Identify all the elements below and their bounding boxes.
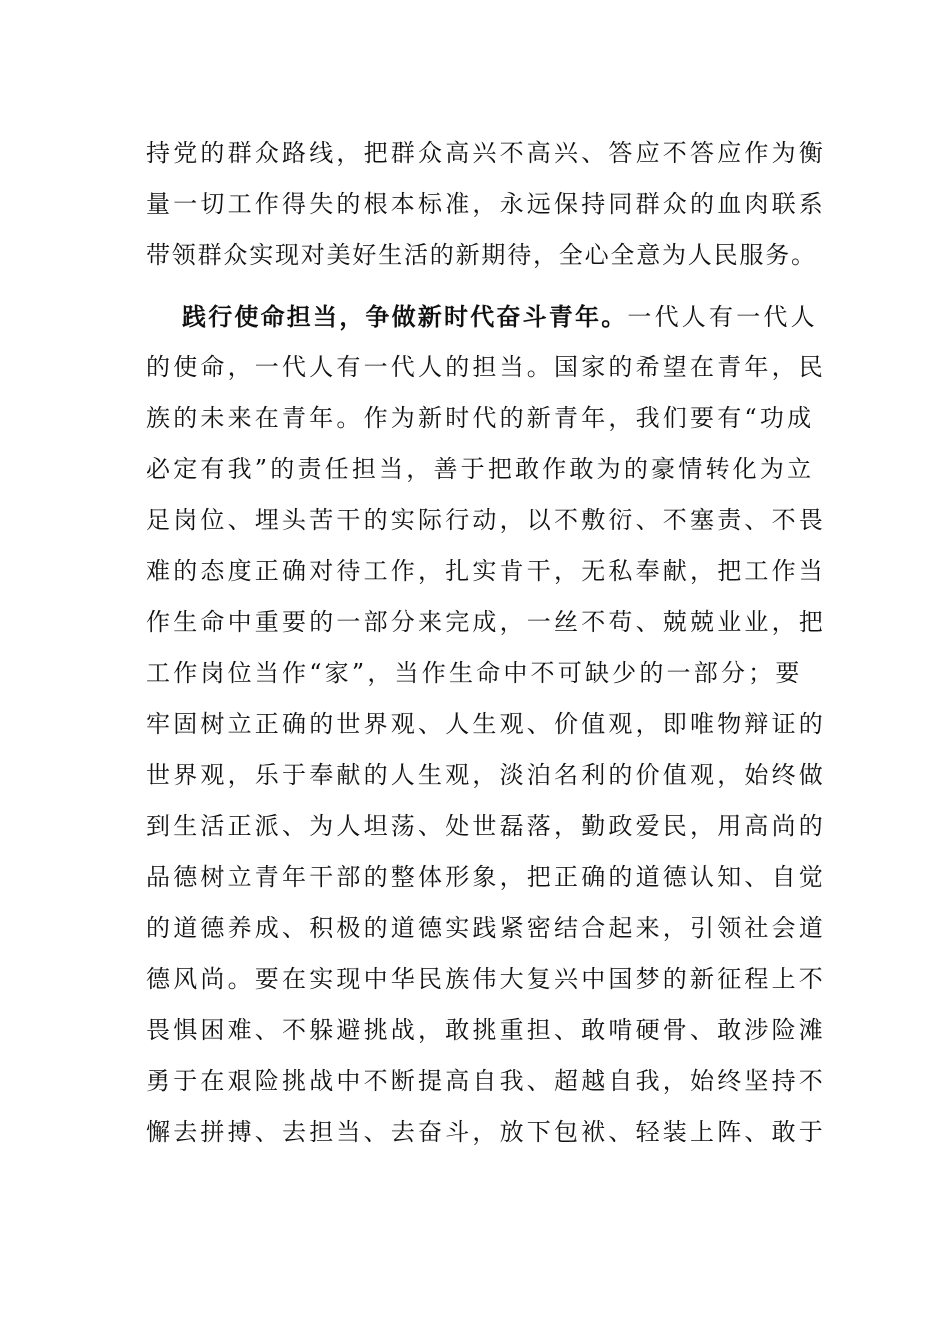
paragraph-line: 德风尚。要在实现中华民族伟大复兴中国梦的新征程上不	[146, 965, 826, 993]
paragraph-line: 必定有我”的责任担当，善于把敢作敢为的豪情转化为立	[146, 455, 815, 483]
paragraph-line: 世界观，乐于奉献的人生观，淡泊名利的价值观，始终做	[146, 761, 826, 789]
paragraph-line: 懈去拼搏、去担当、去奋斗，放下包袱、轻装上阵、敢于	[146, 1118, 826, 1146]
paragraph-line: 族的未来在青年。作为新时代的新青年，我们要有“功成	[146, 404, 815, 432]
paragraph-spacer	[146, 281, 806, 291]
paragraph-line: 品德树立青年干部的整体形象，把正确的道德认知、自觉	[146, 863, 826, 891]
paragraph-line: 牢固树立正确的世界观、人生观、价值观，即唯物辩证的	[146, 710, 826, 738]
paragraph-2	[146, 291, 826, 1158]
paragraph-line: 难的态度正确对待工作，扎实肯干，无私奉献，把工作当	[146, 557, 826, 585]
first-line-text: 一代人有一代人	[627, 303, 818, 331]
paragraph-first-line	[146, 291, 818, 342]
paragraph-line: 足岗位、埋头苦干的实际行动，以不敷衍、不塞责、不畏	[146, 506, 826, 534]
paragraph-line: 到生活正派、为人坦荡、处世磊落，勤政爱民，用高尚的	[146, 812, 826, 840]
paragraph-line: 带领群众实现对美好生活的新期待，全心全意为人民服务。	[146, 241, 817, 269]
paragraph-line: 的道德养成、积极的道德实践紧密结合起来，引领社会道	[146, 914, 826, 942]
paragraph-line: 勇于在艰险挑战中不断提高自我、超越自我，始终坚持不	[146, 1067, 826, 1095]
paragraph-line: 工作岗位当作“家”，当作生命中不可缺少的一部分；要	[146, 659, 803, 687]
paragraph-line: 作生命中重要的一部分来完成，一丝不苟、兢兢业业，把	[146, 608, 826, 636]
section-heading: 践行使命担当，争做新时代奋斗青年。	[182, 302, 628, 331]
paragraph-line: 畏惧困难、不躲避挑战，敢挑重担、敢啃硬骨、敢涉险滩	[146, 1016, 826, 1044]
document-body	[146, 128, 826, 1158]
paragraph-line: 量一切工作得失的根本标准，永远保持同群众的血肉联系	[146, 190, 826, 218]
paragraph-line: 持党的群众路线，把群众高兴不高兴、答应不答应作为衡	[146, 139, 826, 167]
paragraph-1	[146, 128, 826, 281]
paragraph-line: 的使命，一代人有一代人的担当。国家的希望在青年，民	[146, 353, 826, 381]
